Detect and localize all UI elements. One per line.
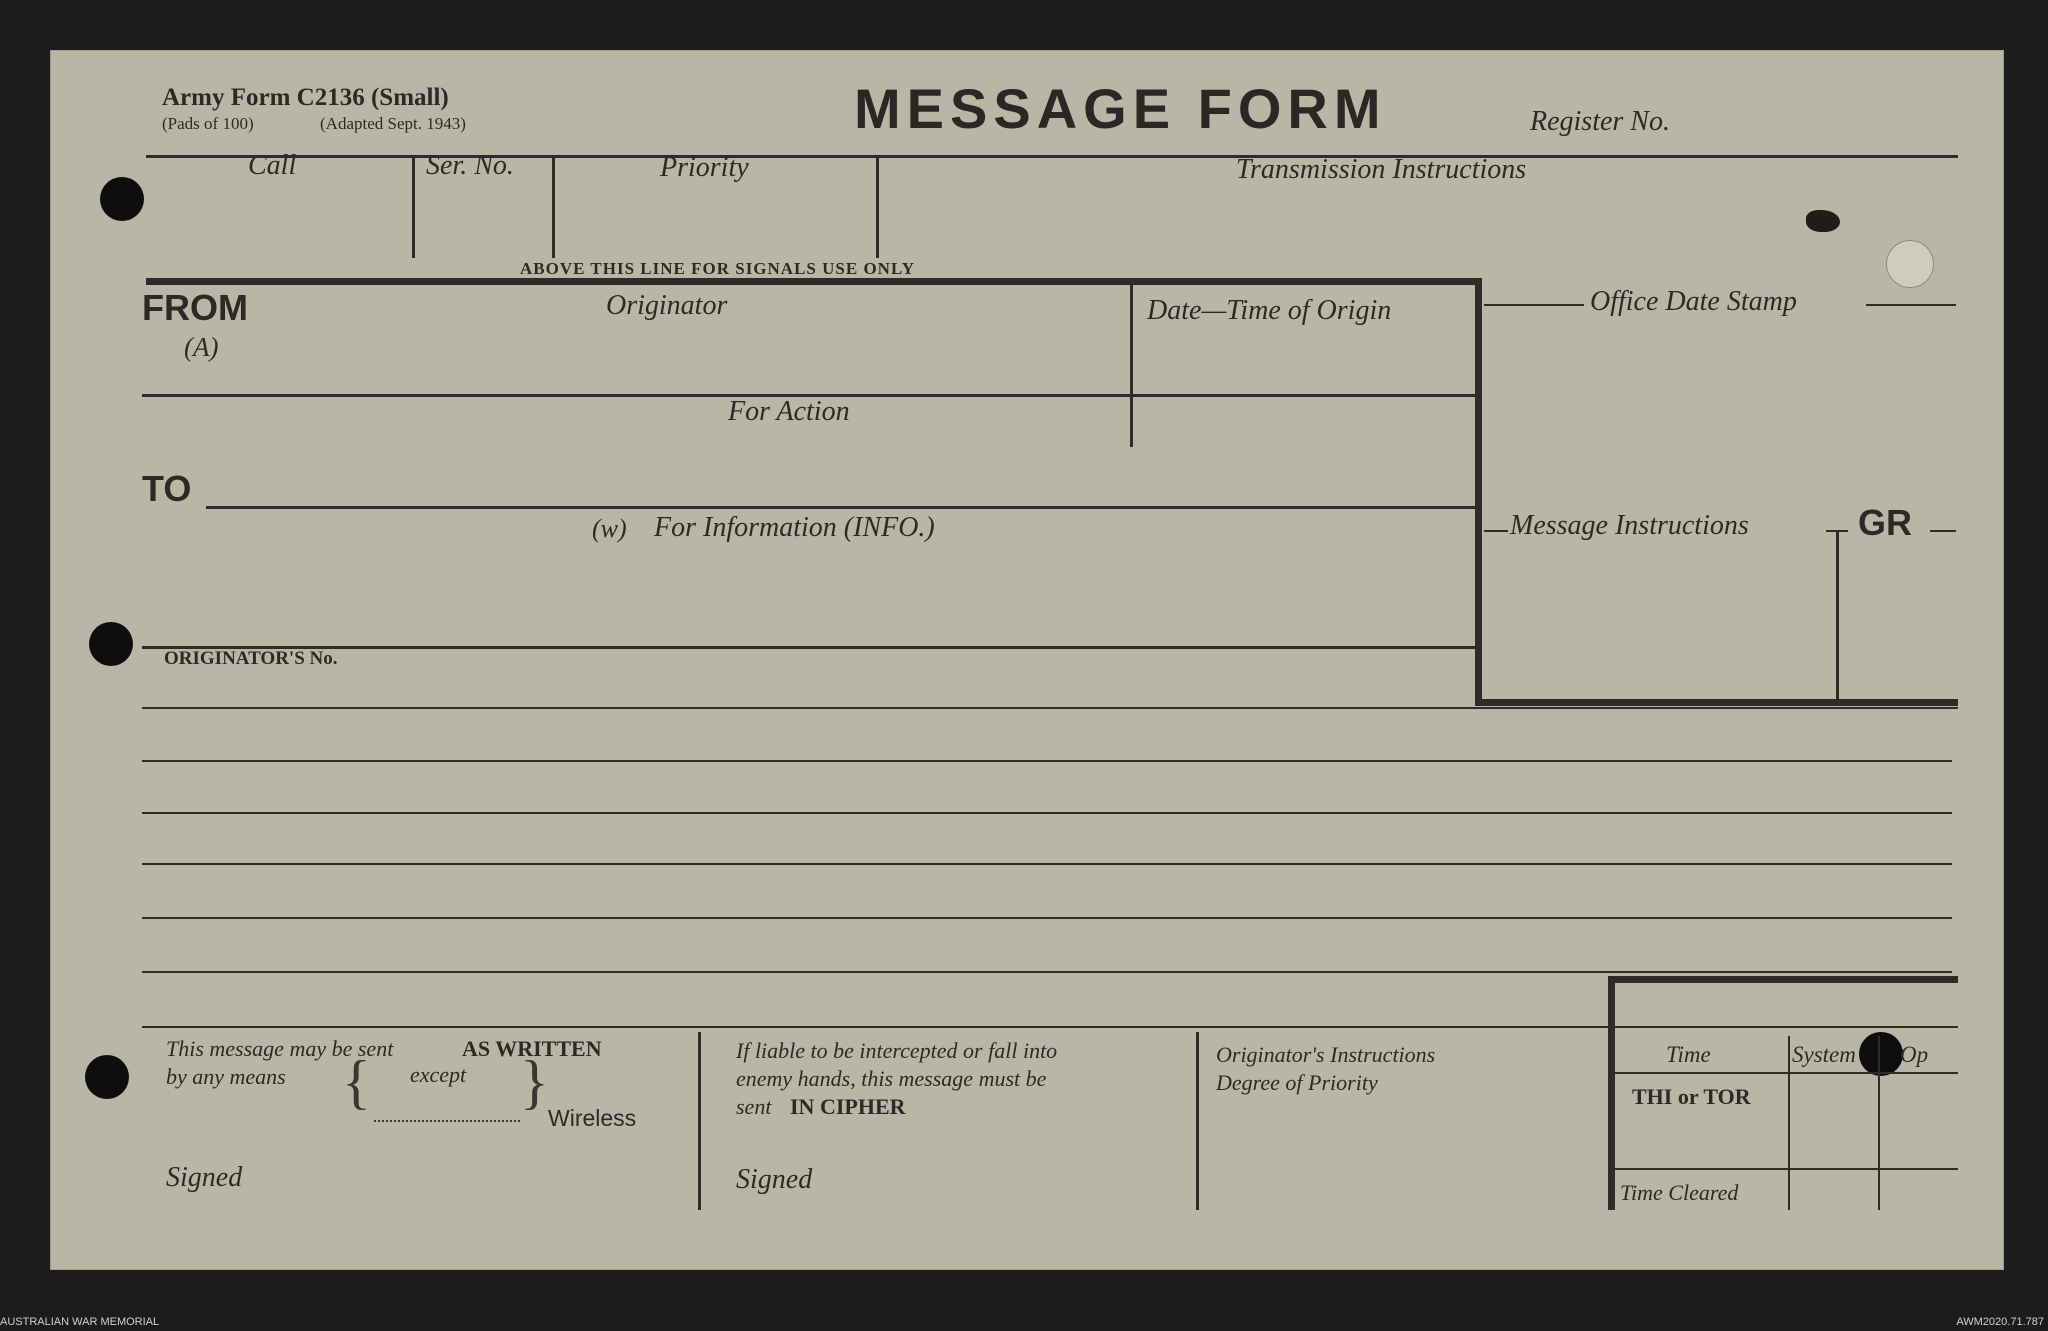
writing-line [142, 812, 1952, 814]
written-note-line2: by any means [166, 1064, 286, 1089]
call-label: Call [248, 150, 297, 181]
cipher-note-line3: sent [736, 1094, 772, 1119]
info-bottom-line [142, 646, 1475, 649]
right-box-bottom [1482, 699, 1958, 706]
as-written-text: AS WRITTEN [462, 1036, 602, 1061]
ser-no-label: Ser. No. [426, 150, 514, 181]
to-label: TO [142, 468, 192, 509]
punch-hole [85, 1055, 129, 1099]
system-label: System [1792, 1042, 1856, 1067]
main-box-right-border [1475, 278, 1482, 706]
pads-note: (Pads of 100) [162, 114, 254, 133]
signed-label-2: Signed [736, 1164, 813, 1195]
time-box-top [1608, 976, 1958, 983]
cipher-note-line2: enemy hands, this message must be [736, 1066, 1047, 1091]
right-brace: } [520, 1049, 549, 1115]
originators-no-label: ORIGINATOR'S No. [164, 648, 338, 669]
gr-dash [1930, 530, 1956, 532]
msg-dash [1484, 530, 1508, 532]
to-line [206, 506, 1475, 509]
writing-line [142, 1026, 1958, 1028]
from-sub-label: (A) [184, 332, 219, 362]
ink-blot [1806, 210, 1840, 232]
written-note-line1: This message may be sent [166, 1036, 394, 1061]
gr-label: GR [1858, 502, 1912, 543]
time-grid-divider [1788, 1036, 1790, 1210]
time-grid-line [1615, 1072, 1958, 1074]
info-marker: (w) [592, 514, 627, 543]
thi-or-tor-label: THI or TOR [1632, 1084, 1751, 1109]
time-cleared-label: Time Cleared [1620, 1180, 1739, 1205]
ruled-line [142, 707, 1958, 709]
originators-instructions-label: Originator's Instructions [1216, 1042, 1436, 1067]
writing-line [142, 863, 1952, 865]
adapted-note: (Adapted Sept. 1943) [320, 114, 466, 133]
bottom-divider [1196, 1032, 1199, 1210]
register-no-label: Register No. [1530, 106, 1670, 137]
in-cipher-text: IN CIPHER [790, 1094, 906, 1119]
signed-label-1: Signed [166, 1162, 243, 1193]
accession-number: AWM2020.71.787 [1956, 1316, 2044, 1328]
date-time-of-origin-label: Date—Time of Origin [1147, 295, 1392, 326]
signals-divider [412, 156, 415, 258]
stamp-dash [1484, 304, 1584, 306]
time-label: Time [1666, 1042, 1711, 1067]
time-grid-line [1615, 1168, 1958, 1170]
priority-label: Priority [660, 152, 749, 183]
stamp-circle [1886, 240, 1934, 288]
punch-hole [100, 177, 144, 221]
bottom-divider [698, 1032, 701, 1210]
office-date-stamp-label: Office Date Stamp [1590, 286, 1797, 317]
from-divider [1130, 285, 1133, 447]
transmission-instructions-label: Transmission Instructions [1236, 154, 1527, 185]
stamp-dash [1866, 304, 1956, 306]
writing-line [142, 760, 1952, 762]
message-form-sheet [50, 50, 2004, 1270]
time-box-left [1608, 976, 1615, 1210]
form-id: Army Form C2136 (Small) [162, 84, 449, 111]
top-rule [146, 155, 1958, 158]
writing-line [142, 917, 1952, 919]
for-information-label: For Information (INFO.) [654, 512, 935, 543]
wireless-label: Wireless [548, 1105, 637, 1131]
archive-caption: AUSTRALIAN WAR MEMORIAL [0, 1316, 160, 1328]
message-instructions-label: Message Instructions [1510, 510, 1749, 541]
degree-of-priority-label: Degree of Priority [1216, 1070, 1378, 1095]
signals-use-note: ABOVE THIS LINE FOR SIGNALS USE ONLY [520, 259, 916, 278]
for-action-label: For Action [728, 396, 850, 427]
signals-divider [876, 156, 879, 258]
originator-label: Originator [606, 290, 728, 321]
writing-line [142, 971, 1952, 973]
cipher-note-line1: If liable to be intercepted or fall into [736, 1038, 1058, 1063]
punch-hole [89, 622, 133, 666]
from-label: FROM [142, 287, 248, 328]
op-label: Op [1900, 1042, 1929, 1067]
signals-divider [552, 156, 555, 258]
time-grid-divider [1878, 1036, 1880, 1210]
except-label: except [410, 1062, 467, 1087]
left-brace: { [342, 1049, 371, 1115]
gr-divider [1836, 530, 1839, 700]
page-title: MESSAGE FORM [854, 77, 1387, 140]
signals-line [146, 278, 1482, 285]
except-blank-line [374, 1120, 520, 1122]
punch-hole [1859, 1032, 1903, 1076]
